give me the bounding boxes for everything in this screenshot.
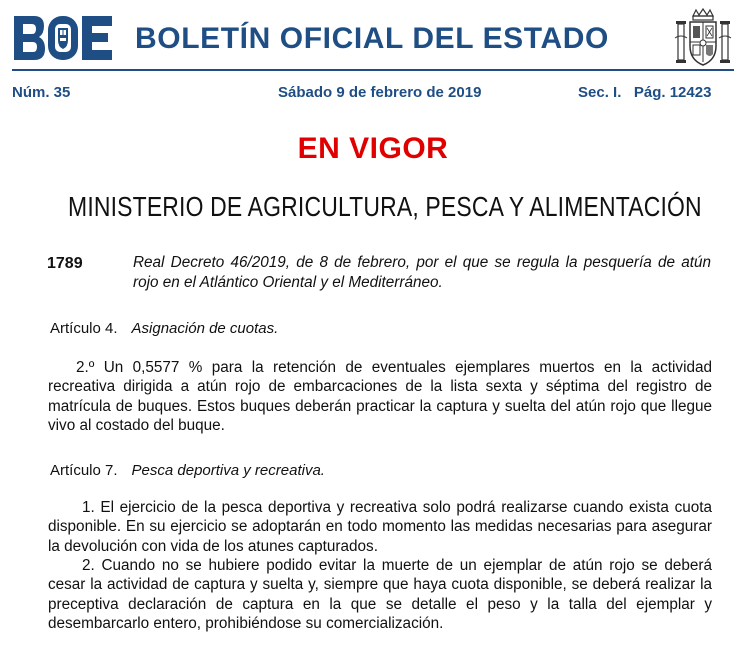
- article-7-heading: [50, 462, 325, 479]
- article-4-paragraph: 2.º Un 0,5577 % para la retención de eventuales ejemplares muertos en la actividad recreativa dirigida a atún rojo de embarcaciones de la lista sexta y séptima del registro de matrícula de buques. Estos buques deberán practicar la captura y suelta del atún rojo que llegue vivo al costado del buque.: [48, 359, 712, 435]
- boe-logo-icon: [12, 14, 114, 62]
- issue-number: Núm. 35: [12, 84, 71, 101]
- decree-number: 1789: [47, 255, 83, 272]
- article-7-paragraph-2: 2. Cuando no se hubiere podido evitar la muerte de un ejemplar de atún rojo se deberá cesar la actividad de captura y suelta y, siempre que haya cuota disponible, se deberá realizar la preceptiva declaración de captura en la que se detalle el peso y la talla del ejemplar y desembarcarlo entero, prohibiéndose su comercialización.: [48, 557, 712, 633]
- section-page: Sec. I. Pág. 12423: [578, 84, 712, 101]
- bulletin-title: BOLETÍN OFICIAL DEL ESTADO: [135, 22, 609, 55]
- article-4-title: Asignación de cuotas.: [131, 320, 279, 337]
- document-header: [0, 0, 746, 78]
- article-7-title: Pesca deportiva y recreativa.: [131, 462, 325, 479]
- status-stamp: EN VIGOR: [297, 132, 449, 165]
- decree-title: Real Decreto 46/2019, de 8 de febrero, por el que se regula la pesquería de atún rojo en el Atlántico Oriental y el Mediterráneo.: [133, 254, 711, 291]
- coat-of-arms-icon: [674, 8, 732, 68]
- article-7-paragraph-1: 1. El ejercicio de la pesca deportiva y recreativa solo podrá realizarse cuando exista cuota disponible. En su ejercicio se adoptarán en todo momento las medidas necesarias para asegurar la devolución con vida de los atunes capturados.: [48, 499, 712, 555]
- header-rule: [12, 69, 734, 71]
- issue-date: Sábado 9 de febrero de 2019: [278, 84, 482, 101]
- article-4-label: Artículo 4.: [50, 320, 118, 337]
- article-4-heading: [50, 320, 278, 337]
- ministry-heading: MINISTERIO DE AGRICULTURA, PESCA Y ALIMENTACIÓN: [68, 191, 702, 222]
- article-7-label: Artículo 7.: [50, 462, 118, 479]
